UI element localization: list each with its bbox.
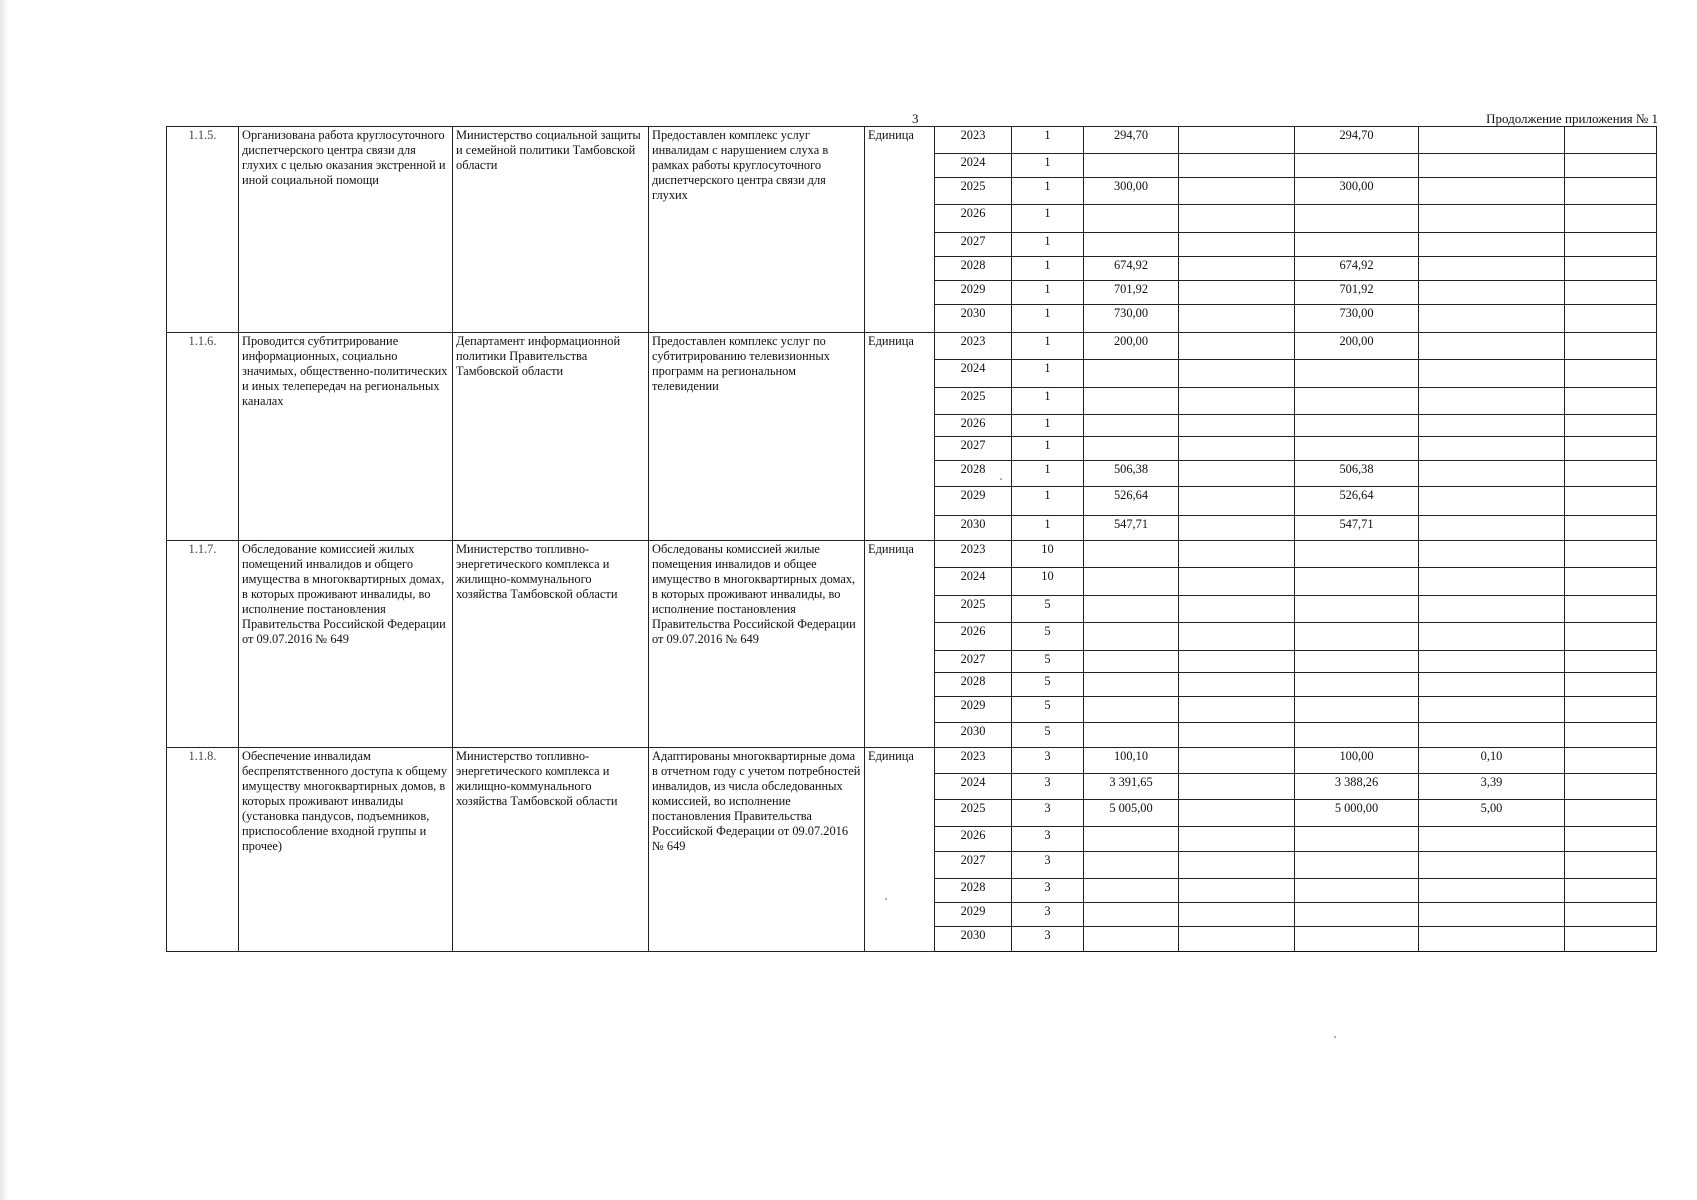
federal-budget-cell bbox=[1179, 388, 1295, 415]
year-cell: 2023 bbox=[935, 748, 1012, 774]
municipal-budget-cell bbox=[1419, 437, 1565, 461]
total-cell bbox=[1084, 415, 1179, 437]
regional-budget-cell bbox=[1295, 879, 1419, 903]
municipal-budget-cell bbox=[1419, 623, 1565, 651]
year-cell: 2030 bbox=[935, 723, 1012, 748]
result-cell: Предоставлен комплекс услуг по субтитрированию телевизионных программ на региональном телевидении bbox=[649, 333, 865, 541]
total-cell: 547,71 bbox=[1084, 516, 1179, 541]
municipal-budget-cell bbox=[1419, 568, 1565, 596]
federal-budget-cell bbox=[1179, 415, 1295, 437]
total-cell: 200,00 bbox=[1084, 333, 1179, 360]
year-cell: 2025 bbox=[935, 800, 1012, 827]
count-cell: 1 bbox=[1012, 305, 1084, 333]
count-cell: 5 bbox=[1012, 651, 1084, 673]
federal-budget-cell bbox=[1179, 333, 1295, 360]
measure-number: 1.1.7. bbox=[167, 541, 239, 748]
total-cell bbox=[1084, 903, 1179, 927]
federal-budget-cell bbox=[1179, 673, 1295, 697]
other-sources-cell bbox=[1565, 205, 1657, 233]
other-sources-cell bbox=[1565, 541, 1657, 568]
count-cell: 5 bbox=[1012, 723, 1084, 748]
federal-budget-cell bbox=[1179, 903, 1295, 927]
total-cell: 294,70 bbox=[1084, 127, 1179, 154]
unit-cell: Единица bbox=[865, 541, 935, 748]
table-row bbox=[167, 127, 1657, 154]
count-cell: 1 bbox=[1012, 415, 1084, 437]
unit-cell: Единица bbox=[865, 333, 935, 541]
year-cell: 2028 bbox=[935, 879, 1012, 903]
total-cell bbox=[1084, 879, 1179, 903]
federal-budget-cell bbox=[1179, 516, 1295, 541]
other-sources-cell bbox=[1565, 437, 1657, 461]
other-sources-cell bbox=[1565, 305, 1657, 333]
total-cell bbox=[1084, 360, 1179, 388]
federal-budget-cell bbox=[1179, 154, 1295, 178]
count-cell: 5 bbox=[1012, 596, 1084, 623]
measure-number: 1.1.6. bbox=[167, 333, 239, 541]
count-cell: 3 bbox=[1012, 852, 1084, 879]
count-cell: 3 bbox=[1012, 879, 1084, 903]
federal-budget-cell bbox=[1179, 651, 1295, 673]
year-cell: 2023 bbox=[935, 127, 1012, 154]
federal-budget-cell bbox=[1179, 487, 1295, 516]
municipal-budget-cell bbox=[1419, 333, 1565, 360]
count-cell: 3 bbox=[1012, 800, 1084, 827]
federal-budget-cell bbox=[1179, 748, 1295, 774]
other-sources-cell bbox=[1565, 697, 1657, 723]
municipal-budget-cell: 0,10 bbox=[1419, 748, 1565, 774]
other-sources-cell bbox=[1565, 487, 1657, 516]
municipal-budget-cell: 3,39 bbox=[1419, 774, 1565, 800]
municipal-budget-cell bbox=[1419, 281, 1565, 305]
scan-speck bbox=[885, 898, 887, 900]
continuation-note: Продолжение приложения № 1 bbox=[1486, 111, 1658, 126]
other-sources-cell bbox=[1565, 903, 1657, 927]
other-sources-cell bbox=[1565, 651, 1657, 673]
municipal-budget-cell bbox=[1419, 903, 1565, 927]
regional-budget-cell bbox=[1295, 673, 1419, 697]
other-sources-cell bbox=[1565, 415, 1657, 437]
result-cell: Предоставлен комплекс услуг инвалидам с нарушением слуха в рамках работы круглосуточного диспетчерского центра связи для глухих bbox=[649, 127, 865, 333]
regional-budget-cell: 100,00 bbox=[1295, 748, 1419, 774]
federal-budget-cell bbox=[1179, 774, 1295, 800]
regional-budget-cell: 701,92 bbox=[1295, 281, 1419, 305]
table-row bbox=[167, 333, 1657, 360]
regional-budget-cell bbox=[1295, 233, 1419, 257]
other-sources-cell bbox=[1565, 360, 1657, 388]
federal-budget-cell bbox=[1179, 233, 1295, 257]
federal-budget-cell bbox=[1179, 596, 1295, 623]
count-cell: 1 bbox=[1012, 127, 1084, 154]
year-cell: 2026 bbox=[935, 205, 1012, 233]
federal-budget-cell bbox=[1179, 568, 1295, 596]
year-cell: 2029 bbox=[935, 697, 1012, 723]
executor-cell: Министерство социальной защиты и семейной политики Тамбовской области bbox=[453, 127, 649, 333]
other-sources-cell bbox=[1565, 127, 1657, 154]
total-cell bbox=[1084, 651, 1179, 673]
year-cell: 2023 bbox=[935, 541, 1012, 568]
measures-table bbox=[166, 126, 1657, 952]
federal-budget-cell bbox=[1179, 281, 1295, 305]
other-sources-cell bbox=[1565, 154, 1657, 178]
count-cell: 3 bbox=[1012, 903, 1084, 927]
year-cell: 2029 bbox=[935, 281, 1012, 305]
total-cell: 701,92 bbox=[1084, 281, 1179, 305]
measure-number: 1.1.8. bbox=[167, 748, 239, 952]
total-cell bbox=[1084, 623, 1179, 651]
year-cell: 2024 bbox=[935, 774, 1012, 800]
regional-budget-cell: 547,71 bbox=[1295, 516, 1419, 541]
year-cell: 2028 bbox=[935, 461, 1012, 487]
count-cell: 5 bbox=[1012, 697, 1084, 723]
measure-description: Обследование комиссией жилых помещений инвалидов и общего имущества в многоквартирных домах, в которых проживают инвалиды, во исполнение постановления Правительства Российской Федерации от 09.07.2016 № 649 bbox=[239, 541, 453, 748]
total-cell bbox=[1084, 927, 1179, 952]
federal-budget-cell bbox=[1179, 360, 1295, 388]
municipal-budget-cell bbox=[1419, 927, 1565, 952]
count-cell: 1 bbox=[1012, 333, 1084, 360]
regional-budget-cell bbox=[1295, 927, 1419, 952]
regional-budget-cell bbox=[1295, 437, 1419, 461]
other-sources-cell bbox=[1565, 800, 1657, 827]
federal-budget-cell bbox=[1179, 437, 1295, 461]
count-cell: 1 bbox=[1012, 233, 1084, 257]
measure-number: 1.1.5. bbox=[167, 127, 239, 333]
regional-budget-cell: 730,00 bbox=[1295, 305, 1419, 333]
year-cell: 2027 bbox=[935, 651, 1012, 673]
regional-budget-cell bbox=[1295, 360, 1419, 388]
municipal-budget-cell bbox=[1419, 697, 1565, 723]
total-cell bbox=[1084, 827, 1179, 852]
federal-budget-cell bbox=[1179, 927, 1295, 952]
year-cell: 2029 bbox=[935, 487, 1012, 516]
regional-budget-cell bbox=[1295, 827, 1419, 852]
year-cell: 2030 bbox=[935, 927, 1012, 952]
count-cell: 1 bbox=[1012, 178, 1084, 205]
year-cell: 2028 bbox=[935, 257, 1012, 281]
other-sources-cell bbox=[1565, 257, 1657, 281]
municipal-budget-cell bbox=[1419, 233, 1565, 257]
executor-cell: Министерство топливно-энергетического комплекса и жилищно-коммунального хозяйства Тамбовской области bbox=[453, 541, 649, 748]
regional-budget-cell: 674,92 bbox=[1295, 257, 1419, 281]
total-cell bbox=[1084, 437, 1179, 461]
unit-cell: Единица bbox=[865, 748, 935, 952]
municipal-budget-cell bbox=[1419, 879, 1565, 903]
measure-description: Обеспечение инвалидам беспрепятственного доступа к общему имуществу многоквартирных домов, в которых проживают инвалиды (установка пандусов, подъемников, приспособление входной группы и прочее) bbox=[239, 748, 453, 952]
other-sources-cell bbox=[1565, 748, 1657, 774]
year-cell: 2030 bbox=[935, 516, 1012, 541]
municipal-budget-cell bbox=[1419, 205, 1565, 233]
other-sources-cell bbox=[1565, 178, 1657, 205]
federal-budget-cell bbox=[1179, 127, 1295, 154]
count-cell: 1 bbox=[1012, 205, 1084, 233]
executor-cell: Министерство топливно-энергетического комплекса и жилищно-коммунального хозяйства Тамбовской области bbox=[453, 748, 649, 952]
municipal-budget-cell bbox=[1419, 415, 1565, 437]
regional-budget-cell bbox=[1295, 852, 1419, 879]
year-cell: 2025 bbox=[935, 388, 1012, 415]
year-cell: 2029 bbox=[935, 903, 1012, 927]
year-cell: 2027 bbox=[935, 233, 1012, 257]
measure-description: Организована работа круглосуточного диспетчерского центра связи для глухих с целью оказания экстренной и иной социальной помощи bbox=[239, 127, 453, 333]
municipal-budget-cell bbox=[1419, 651, 1565, 673]
federal-budget-cell bbox=[1179, 852, 1295, 879]
municipal-budget-cell bbox=[1419, 178, 1565, 205]
total-cell: 300,00 bbox=[1084, 178, 1179, 205]
executor-cell: Департамент информационной политики Правительства Тамбовской области bbox=[453, 333, 649, 541]
other-sources-cell bbox=[1565, 927, 1657, 952]
count-cell: 1 bbox=[1012, 281, 1084, 305]
regional-budget-cell bbox=[1295, 697, 1419, 723]
total-cell bbox=[1084, 673, 1179, 697]
other-sources-cell bbox=[1565, 774, 1657, 800]
regional-budget-cell: 300,00 bbox=[1295, 178, 1419, 205]
federal-budget-cell bbox=[1179, 800, 1295, 827]
year-cell: 2028 bbox=[935, 673, 1012, 697]
regional-budget-cell bbox=[1295, 903, 1419, 927]
municipal-budget-cell: 5,00 bbox=[1419, 800, 1565, 827]
count-cell: 1 bbox=[1012, 461, 1084, 487]
federal-budget-cell bbox=[1179, 305, 1295, 333]
other-sources-cell bbox=[1565, 596, 1657, 623]
total-cell: 506,38 bbox=[1084, 461, 1179, 487]
total-cell bbox=[1084, 388, 1179, 415]
year-cell: 2025 bbox=[935, 178, 1012, 205]
municipal-budget-cell bbox=[1419, 154, 1565, 178]
municipal-budget-cell bbox=[1419, 827, 1565, 852]
federal-budget-cell bbox=[1179, 541, 1295, 568]
municipal-budget-cell bbox=[1419, 541, 1565, 568]
count-cell: 5 bbox=[1012, 623, 1084, 651]
total-cell bbox=[1084, 541, 1179, 568]
count-cell: 3 bbox=[1012, 827, 1084, 852]
regional-budget-cell bbox=[1295, 154, 1419, 178]
year-cell: 2024 bbox=[935, 154, 1012, 178]
count-cell: 5 bbox=[1012, 673, 1084, 697]
scan-edge-shadow bbox=[0, 0, 8, 1200]
total-cell: 5 005,00 bbox=[1084, 800, 1179, 827]
regional-budget-cell bbox=[1295, 723, 1419, 748]
count-cell: 3 bbox=[1012, 927, 1084, 952]
regional-budget-cell bbox=[1295, 651, 1419, 673]
count-cell: 1 bbox=[1012, 257, 1084, 281]
municipal-budget-cell bbox=[1419, 461, 1565, 487]
year-cell: 2026 bbox=[935, 415, 1012, 437]
federal-budget-cell bbox=[1179, 879, 1295, 903]
municipal-budget-cell bbox=[1419, 305, 1565, 333]
regional-budget-cell bbox=[1295, 568, 1419, 596]
municipal-budget-cell bbox=[1419, 673, 1565, 697]
regional-budget-cell bbox=[1295, 415, 1419, 437]
other-sources-cell bbox=[1565, 233, 1657, 257]
year-cell: 2027 bbox=[935, 852, 1012, 879]
year-cell: 2024 bbox=[935, 360, 1012, 388]
regional-budget-cell: 5 000,00 bbox=[1295, 800, 1419, 827]
result-cell: Адаптированы многоквартирные дома в отчетном году с учетом потребностей инвалидов, из числа обследованных комиссией, во исполнение постановления Правительства Российской Федерации от 09.07.2016 № 649 bbox=[649, 748, 865, 952]
other-sources-cell bbox=[1565, 623, 1657, 651]
total-cell bbox=[1084, 697, 1179, 723]
year-cell: 2027 bbox=[935, 437, 1012, 461]
regional-budget-cell bbox=[1295, 596, 1419, 623]
count-cell: 1 bbox=[1012, 516, 1084, 541]
year-cell: 2030 bbox=[935, 305, 1012, 333]
federal-budget-cell bbox=[1179, 178, 1295, 205]
total-cell: 674,92 bbox=[1084, 257, 1179, 281]
year-cell: 2024 bbox=[935, 568, 1012, 596]
regional-budget-cell bbox=[1295, 541, 1419, 568]
municipal-budget-cell bbox=[1419, 360, 1565, 388]
municipal-budget-cell bbox=[1419, 516, 1565, 541]
total-cell: 730,00 bbox=[1084, 305, 1179, 333]
regional-budget-cell: 200,00 bbox=[1295, 333, 1419, 360]
total-cell bbox=[1084, 154, 1179, 178]
year-cell: 2026 bbox=[935, 827, 1012, 852]
count-cell: 3 bbox=[1012, 748, 1084, 774]
page-number: 3 bbox=[912, 111, 919, 126]
total-cell: 526,64 bbox=[1084, 487, 1179, 516]
result-cell: Обследованы комиссией жилые помещения инвалидов и общее имущество в многоквартирных домах, в которых проживают инвалиды, во исполнение постановления Правительства Российской Федерации от 09.07.2016 № 649 bbox=[649, 541, 865, 748]
total-cell bbox=[1084, 596, 1179, 623]
other-sources-cell bbox=[1565, 827, 1657, 852]
municipal-budget-cell bbox=[1419, 723, 1565, 748]
regional-budget-cell bbox=[1295, 623, 1419, 651]
regional-budget-cell: 294,70 bbox=[1295, 127, 1419, 154]
municipal-budget-cell bbox=[1419, 257, 1565, 281]
total-cell bbox=[1084, 723, 1179, 748]
unit-cell: Единица bbox=[865, 127, 935, 333]
other-sources-cell bbox=[1565, 333, 1657, 360]
count-cell: 10 bbox=[1012, 568, 1084, 596]
other-sources-cell bbox=[1565, 879, 1657, 903]
regional-budget-cell: 3 388,26 bbox=[1295, 774, 1419, 800]
count-cell: 1 bbox=[1012, 388, 1084, 415]
total-cell bbox=[1084, 205, 1179, 233]
count-cell: 1 bbox=[1012, 360, 1084, 388]
other-sources-cell bbox=[1565, 461, 1657, 487]
federal-budget-cell bbox=[1179, 827, 1295, 852]
other-sources-cell bbox=[1565, 568, 1657, 596]
scan-speck bbox=[1334, 1036, 1336, 1038]
other-sources-cell bbox=[1565, 281, 1657, 305]
total-cell bbox=[1084, 568, 1179, 596]
year-cell: 2026 bbox=[935, 623, 1012, 651]
federal-budget-cell bbox=[1179, 205, 1295, 233]
regional-budget-cell bbox=[1295, 388, 1419, 415]
municipal-budget-cell bbox=[1419, 596, 1565, 623]
count-cell: 1 bbox=[1012, 154, 1084, 178]
year-cell: 2023 bbox=[935, 333, 1012, 360]
regional-budget-cell: 506,38 bbox=[1295, 461, 1419, 487]
other-sources-cell bbox=[1565, 673, 1657, 697]
table-row bbox=[167, 748, 1657, 774]
count-cell: 10 bbox=[1012, 541, 1084, 568]
total-cell bbox=[1084, 233, 1179, 257]
measure-description: Проводится субтитрирование информационных, социально значимых, общественно-политических и иных телепередач на региональных каналах bbox=[239, 333, 453, 541]
municipal-budget-cell bbox=[1419, 388, 1565, 415]
federal-budget-cell bbox=[1179, 257, 1295, 281]
federal-budget-cell bbox=[1179, 723, 1295, 748]
regional-budget-cell bbox=[1295, 205, 1419, 233]
municipal-budget-cell bbox=[1419, 852, 1565, 879]
total-cell: 3 391,65 bbox=[1084, 774, 1179, 800]
other-sources-cell bbox=[1565, 852, 1657, 879]
federal-budget-cell bbox=[1179, 461, 1295, 487]
total-cell: 100,10 bbox=[1084, 748, 1179, 774]
scan-speck bbox=[1000, 478, 1002, 480]
other-sources-cell bbox=[1565, 516, 1657, 541]
total-cell bbox=[1084, 852, 1179, 879]
year-cell: 2025 bbox=[935, 596, 1012, 623]
table-row bbox=[167, 541, 1657, 568]
municipal-budget-cell bbox=[1419, 127, 1565, 154]
count-cell: 3 bbox=[1012, 774, 1084, 800]
count-cell: 1 bbox=[1012, 437, 1084, 461]
other-sources-cell bbox=[1565, 388, 1657, 415]
count-cell: 1 bbox=[1012, 487, 1084, 516]
federal-budget-cell bbox=[1179, 697, 1295, 723]
federal-budget-cell bbox=[1179, 623, 1295, 651]
municipal-budget-cell bbox=[1419, 487, 1565, 516]
regional-budget-cell: 526,64 bbox=[1295, 487, 1419, 516]
other-sources-cell bbox=[1565, 723, 1657, 748]
